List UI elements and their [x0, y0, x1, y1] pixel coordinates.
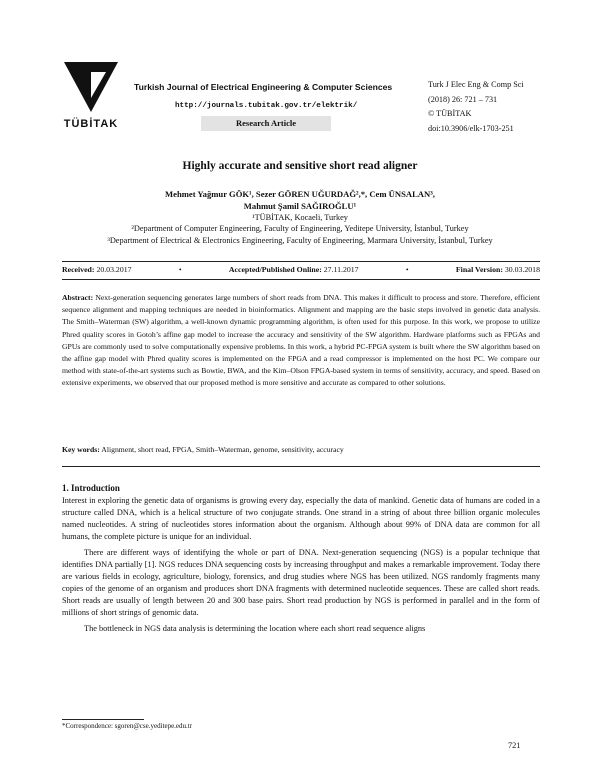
footnote-divider [62, 719, 144, 720]
citation-line: Turk J Elec Eng & Comp Sci [428, 80, 524, 89]
paper-title: Highly accurate and sensitive short read aligner [182, 160, 418, 172]
dates-row [62, 265, 540, 274]
citation-line: © TÜBİTAK [428, 109, 472, 119]
keywords-text: Alignment, short read, FPGA, Smith–Waterman, genome, sensitivity, accuracy [101, 445, 344, 454]
affiliation: ³Department of Electrical & Electronics Engineering, Faculty of Engineering, Marmara University, İstanbul, Turkey [107, 235, 493, 245]
doi-line[interactable]: doi:10.3906/elk-1703-251 [428, 123, 514, 133]
abstract-label: Abstract: [62, 293, 94, 302]
affiliation: ¹TÜBİTAK, Kocaeli, Turkey [252, 213, 348, 222]
final-date: Final Version: 30.03.2018 [455, 265, 540, 274]
journal-name: Turkish Journal of Electrical Engineering & Computer Sciences [134, 82, 393, 92]
abstract [62, 292, 540, 390]
affiliation: ²Department of Computer Engineering, Faculty of Engineering, Yeditepe University, İstanbul, Turkey [131, 224, 469, 234]
keywords [62, 445, 540, 454]
received-date: Received: 20.03.2017 [62, 265, 132, 274]
abstract-text: Next-generation sequencing generates large numbers of short reads from DNA. This makes it difficult to process and store. Therefore, efficient sequence alignment and mapping techniques are needed in bioinformatics. Alignment and mapping are the basic steps involved in genetic data analysis. The Smith–Waterman (SW) algorithm, a well-known dynamic programming algorithm, is often used for this purpose. In this work, we propose to utilize Phred quality scores in Gotoh’s affine gap model to increase the accuracy and sensitivity of the SW algorithm. Hardware platforms such as FPGAs and GPUs are commonly used to solve computationally expensive problems. In this work, a hybrid PC-FPGA system is built where the SW algorithm based on the affine gap model with Phred quality scores is implemented on the FPGA and a read compressor is implemented on the host PC. We compare our method with state-of-the-art systems such as Bowtie, BWA, and the Kim–Olson FPGA-based system in terms of sensitivity, accuracy, and speed. Based on extensive experiments, we observed that our proposed method is more sensitive and accurate as compared to other solutions. [62, 293, 540, 388]
paragraph: There are different ways of identifying the whole or part of DNA. Next-generation sequencing (NGS) is a popular technique that identifies DNA partially [1]. NGS reduces DNA sequencing costs by increasing throughput and makes a remarkable improvement. Today there are various fields in ecology, agriculture, biology, forensics, and drug studies where NGS has been utilized. NGS randomly fragments many copies of the genome of an organism and produces short DNA fragments with determined nucleotide sequences. These are called short reads. Short reads are usually of length between 20 and 300 base pairs. Short read production by NGS is performed in parallel and in the form of millions of short strings of genomic data. [62, 547, 540, 618]
section-body [62, 495, 540, 635]
authors-line: Mahmut Şamil SAĞIROĞLU¹ [243, 200, 357, 211]
bullet: • [178, 265, 182, 274]
citation-line: (2018) 26: 721 – 731 [428, 94, 498, 104]
authors-line: Mehmet Yağmur GÖK¹, Sezer GÖREN UĞURDAĞ²,*, Cem ÜNSALAN³, [165, 189, 435, 199]
paragraph: Interest in exploring the genetic data of organisms is growing every day, especially the data of mankind. Genetic data of humans are coded in a structure called DNA, which is a helical structure of two conjugate strands. One strand in a string of about three billion organic molecules named nucleotides. A string of nucleotides stores information about the organism. Although about 99% of DNA data are common for all humans, the complete picture is unique for an individual. [62, 496, 540, 542]
paragraph: The bottleneck in NGS data analysis is determining the location where each short read sequence aligns [84, 623, 426, 633]
section-heading: 1. Introduction [62, 483, 120, 493]
logo-text: TÜBİTAK [63, 118, 119, 130]
accepted-date: Accepted/Published Online: 27.11.2017 [228, 265, 359, 274]
divider [62, 279, 540, 280]
divider [62, 261, 540, 262]
authors [0, 189, 600, 212]
footnote: *Correspondence: sgoren@cse.yeditepe.edu.tr [62, 722, 193, 730]
bullet: • [405, 265, 409, 274]
divider [62, 466, 540, 467]
citation-block [428, 78, 524, 136]
page-number: 721 [508, 741, 521, 750]
journal-url[interactable]: http://journals.tubitak.gov.tr/elektrik/ [175, 102, 358, 110]
keywords-label: Key words: [62, 445, 100, 454]
article-type-badge: Research Article [201, 116, 331, 131]
affiliations [0, 212, 600, 246]
